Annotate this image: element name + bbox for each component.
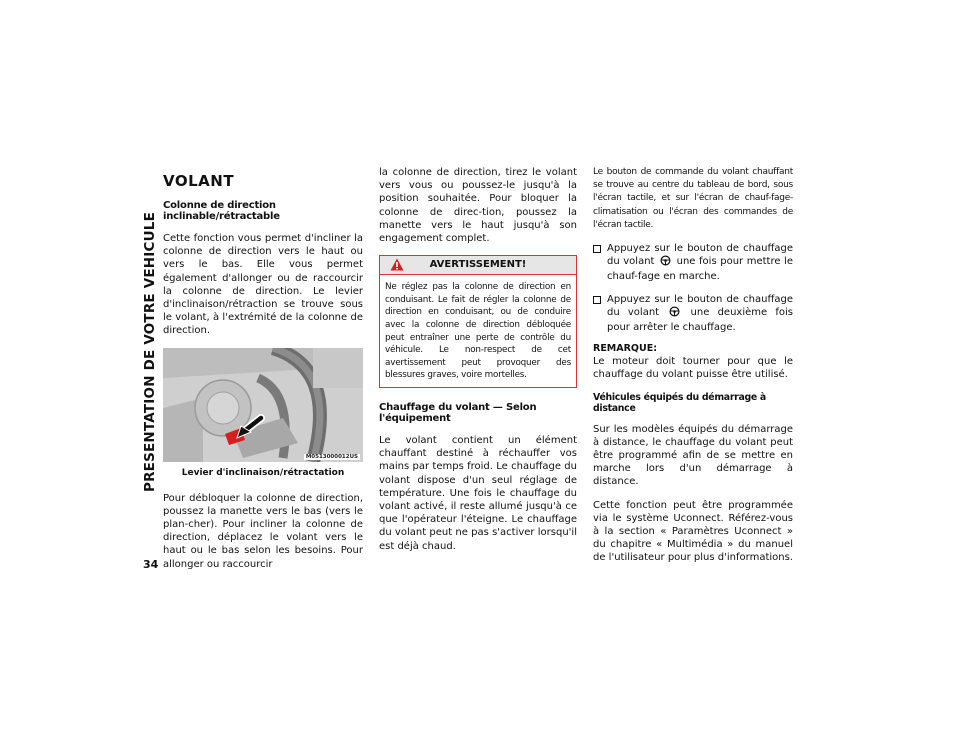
column-2 <box>379 166 577 563</box>
section-title: VOLANT <box>163 172 235 190</box>
column-3 <box>593 166 793 575</box>
page-number: 34 <box>143 558 159 571</box>
warning-header <box>380 256 576 275</box>
unlock-paragraph: Pour débloquer la colonne de direction, poussez la manette vers le bas (vers le plan-cher). Pour incliner la colonne de direction, déplacez le volant vers le haut ou le bas selon les besoins. Pour allonger ou raccourcir <box>163 492 363 570</box>
warning-box <box>379 255 577 388</box>
subsection-title-tilt: Colonne de direction inclinable/rétractable <box>163 200 280 222</box>
checkbox-bullet-icon <box>593 296 601 304</box>
bullet-2-text: Appuyez sur le bouton de chauffage du volant une deuxième fois pour arrêter le chauffage. <box>607 293 793 334</box>
warning-body <box>380 275 576 387</box>
note-label: REMARQUE: <box>593 343 658 355</box>
note-text: Le moteur doit tourner pour que le chauffage du volant puisse être utilisé. <box>593 356 793 381</box>
figure-caption: Levier d'inclinaison/rétractation <box>181 467 345 478</box>
lock-paragraph: la colonne de direction, tirez le volant vers vous ou poussez-le jusqu'à la position souhaitée. Pour bloquer la colonne de direc-tion, poussez la manette vers le haut jusqu'à son engagement complet. <box>379 167 577 245</box>
figure-code: M0513000012US <box>305 453 358 460</box>
checkbox-bullet-icon <box>593 245 601 253</box>
tilt-intro-paragraph: Cette fonction vous permet d'incliner la colonne de direction vers le haut ou vers le bas. Elle vous permet également d'allonger ou de raccourcir la colonne de direction. Le levier d'inclinaison/rétraction se trouve sous le volant, à l'extrémité de la colonne de direction. <box>163 233 363 337</box>
heated-wheel-paragraph: Le volant contient un élément chauffant destiné à réchauffer vos mains par temps froid. Le chauffage du volant dispose d'un seul réglage de température. Une fois le chauffage du volant activé, il reste allumé jusqu'à ce que l'opérateur l'éteigne. Le chauffage du volant peut ne pas s'activer lorsqu'il est déjà chaud. <box>379 434 577 552</box>
steering-column-illustration <box>163 348 363 462</box>
warning-title: AVERTISSEMENT! <box>429 259 527 271</box>
bullet-item-2 <box>593 293 793 335</box>
heated-steering-wheel-icon <box>669 306 680 321</box>
bullet-item-1 <box>593 242 793 284</box>
side-tab-label: PRESENTATION DE VOTRE VEHICULE <box>142 211 158 492</box>
tilt-lever-figure <box>163 348 363 462</box>
bullet-1-text: Appuyez sur le bouton de chauffage du volant une fois pour mettre le chauf-fage en marche. <box>607 243 793 283</box>
heated-steering-wheel-icon <box>660 255 671 270</box>
subsection-title-heated: Chauffage du volant — Selon l'équipement <box>379 401 537 424</box>
side-tab <box>141 161 159 542</box>
column-1 <box>163 168 363 581</box>
warning-text: Ne réglez pas la colonne de direction en conduisant. Le fait de régler la colonne de direction en conduisant, ou de conduire avec la colonne de direction débloquée peut entraîner une perte de contrôle du véhicule. Le non-respect de cet avertissement peut provoquer des blessures graves, voire mortelles. <box>385 282 571 381</box>
remote-start-paragraph: Sur les modèles équipés du démarrage à distance, le chauffage du volant peut être programmé afin de se mettre en marche lors d'un démarrage à distance. <box>593 423 793 488</box>
button-location-paragraph: Le bouton de commande du volant chauffant se trouve au centre du tableau de bord, sous l'écran tactile, et sur l'écran de chauf-fage-climatisation ou l'écran des commandes de l'écran tactile. <box>593 167 793 230</box>
subsection-title-remote-start: Véhicules équipés du démarrage à distance <box>593 391 766 414</box>
warning-triangle-icon <box>390 258 404 278</box>
uconnect-paragraph: Cette fonction peut être programmée via le système Uconnect. Référez-vous à la section « Paramètres Uconnect » du chapitre « Multimédia » du manuel de l'utilisateur pour plus d'informations. <box>593 499 793 564</box>
